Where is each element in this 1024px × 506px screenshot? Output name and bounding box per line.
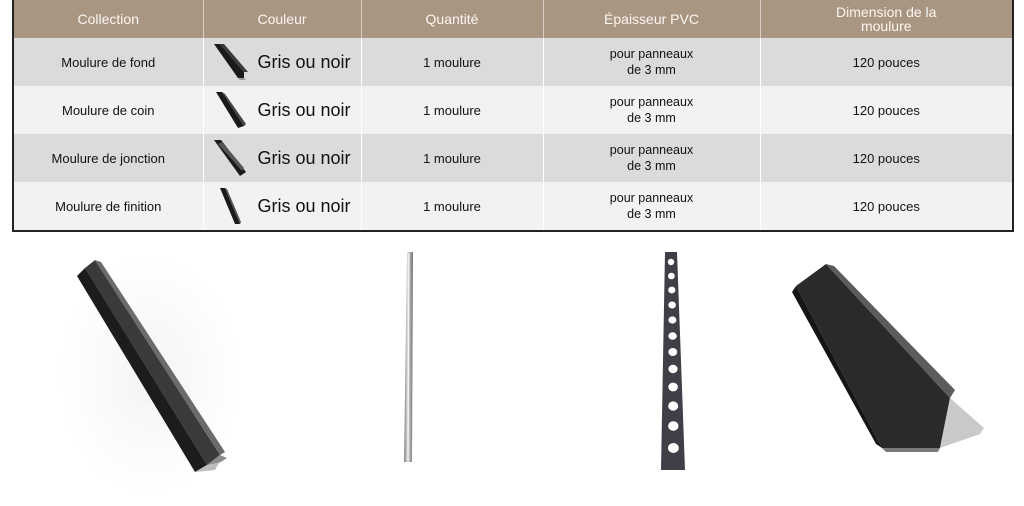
thickness-cell: [543, 38, 760, 86]
color-text: Gris ou noir: [257, 195, 351, 216]
thickness-line-2: de 3 mm: [627, 159, 676, 173]
table-row: [13, 134, 1013, 182]
color-text: Gris ou noir: [257, 147, 351, 168]
collection-cell: Moulure de fond: [13, 38, 203, 86]
thickness-line-2: de 3 mm: [627, 111, 676, 125]
quantity-cell: 1 moulure: [361, 38, 543, 86]
table-row: [13, 86, 1013, 134]
quantity-cell: 1 moulure: [361, 134, 543, 182]
table-row: [13, 182, 1013, 231]
color-text: Gris ou noir: [257, 99, 351, 120]
thickness-cell: [543, 86, 760, 134]
finishing-molding-icon: [210, 186, 250, 226]
base-molding-icon: [210, 42, 250, 82]
thickness-cell: [543, 134, 760, 182]
perforated-strip-photo: [655, 250, 695, 474]
silver-strip-photo: [398, 250, 422, 466]
base-molding-photo: [55, 250, 245, 500]
thickness-line-2: de 3 mm: [627, 207, 676, 221]
dimension-cell: 120 pouces: [760, 134, 1013, 182]
thickness-line-1: pour panneaux: [609, 143, 694, 157]
collection-cell: Moulure de coin: [13, 86, 203, 134]
thickness-line-1: pour panneaux: [609, 191, 694, 205]
dimension-cell: 120 pouces: [760, 86, 1013, 134]
collection-cell: Moulure de jonction: [13, 134, 203, 182]
table-row: [13, 38, 1013, 86]
table-header-row: [13, 0, 1013, 38]
junction-molding-icon: [210, 138, 250, 178]
corner-molding-photo: [790, 258, 990, 456]
color-cell: [203, 134, 361, 182]
color-cell: [203, 86, 361, 134]
corner-molding-icon: [210, 90, 250, 130]
color-text: Gris ou noir: [257, 51, 351, 72]
quantity-cell: 1 moulure: [361, 182, 543, 231]
header-couleur: Couleur: [203, 0, 361, 38]
collection-cell: Moulure de finition: [13, 182, 203, 231]
dimension-cell: 120 pouces: [760, 182, 1013, 231]
header-quantite: Quantité: [361, 0, 543, 38]
header-epaisseur: Épaisseur PVC: [543, 0, 760, 38]
header-dimension-text: Dimension de la moulure: [836, 4, 937, 34]
thickness-line-2: de 3 mm: [627, 63, 676, 77]
thickness-line-1: pour panneaux: [609, 95, 694, 109]
thickness-line-1: pour panneaux: [609, 47, 694, 61]
quantity-cell: 1 moulure: [361, 86, 543, 134]
thickness-cell: [543, 182, 760, 231]
dimension-cell: 120 pouces: [760, 38, 1013, 86]
header-dimension: [760, 0, 1013, 38]
header-collection: Collection: [13, 0, 203, 38]
molding-spec-table: [12, 0, 1014, 232]
color-cell: [203, 182, 361, 231]
color-cell: [203, 38, 361, 86]
